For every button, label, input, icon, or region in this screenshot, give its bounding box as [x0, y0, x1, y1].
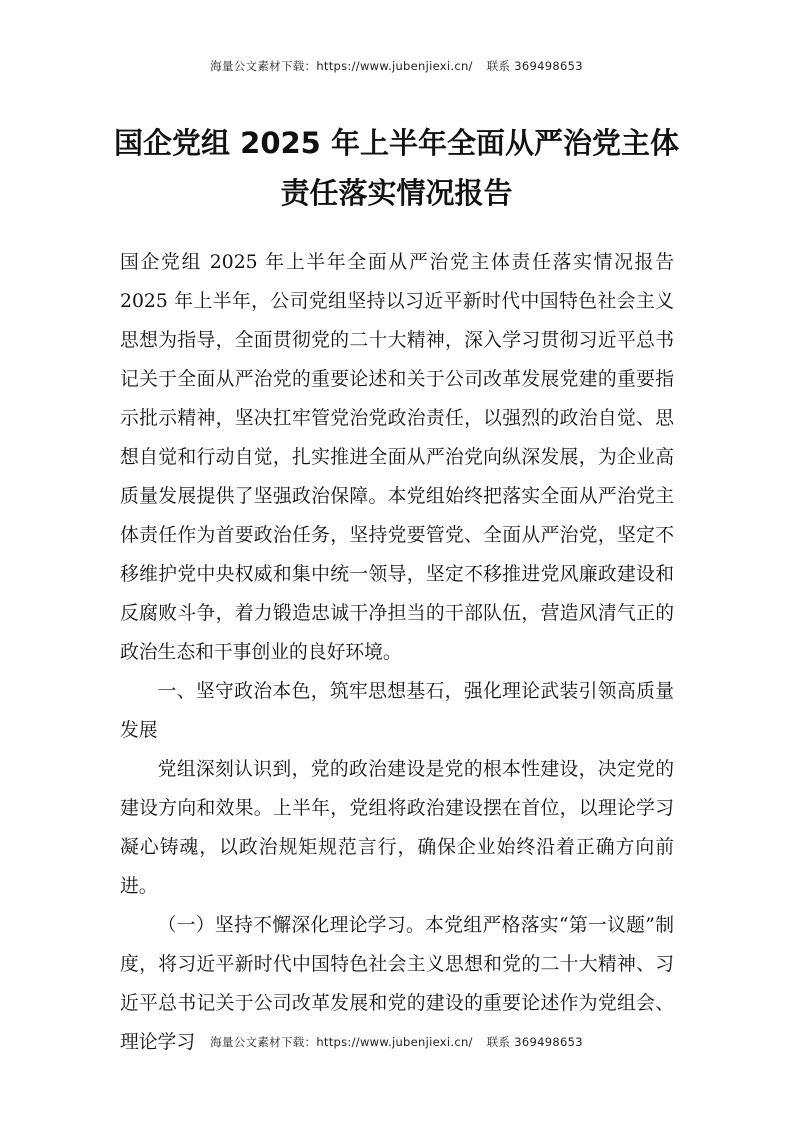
header-download-label: 海量公文素材下载：https://www.jubenjiexi.cn/: [210, 59, 473, 73]
title-line-2: 责任落实情况报告: [280, 176, 513, 210]
title-line-1: 国企党组 2025 年上半年全面从严治党主体: [114, 126, 679, 160]
paragraph-section-1: 党组深刻认识到，党的政治建设是党的根本性建设，决定党的建设方向和效果。上半年，党组将政治建设摆在首位，以理论学习凝心铸魂，以政治规矩规范言行，确保企业始终沿着正确方向前进。: [120, 759, 674, 897]
footer-download-label: 海量公文素材下载：https://www.jubenjiexi.cn/: [210, 1035, 473, 1049]
page-footer: [0, 1034, 793, 1050]
document-title: [96, 118, 697, 218]
document-body: [120, 243, 674, 1062]
page-header: [0, 58, 793, 74]
section-heading-1: 一、坚守政治本色，筑牢思想基石，强化理论武装引领高质量发展: [120, 681, 674, 741]
paragraph-intro: 国企党组 2025 年上半年全面从严治党主体责任落实情况报告 2025 年上半年，公司党组坚持以习近平新时代中国特色社会主义思想为指导，全面贯彻党的二十大精神，深入学习贯彻习近平总书记关于全面从严治党的重要论述和关于公司改革发展党建的重要指示批示精神，坚决扛牢管党治党政治责任，以强烈的政治自觉、思想自觉和行动自觉，扎实推进全面从严治党向纵深发展，为企业高质量发展提供了坚强政治保障。本党组始终把落实全面从严治党主体责任作为首要政治任务，坚持党要管党、全面从严治党，坚定不移维护党中央权威和集中统一领导，坚定不移推进党风廉政建设和反腐败斗争，着力锻造忠诚干净担当的干部队伍，营造风清气正的政治生态和干事创业的良好环境。: [120, 252, 674, 663]
header-contact: 联系 369498653: [486, 59, 583, 73]
paragraph-subsection-1: （一）坚持不懈深化理论学习。本党组严格落实“第一议题”制度，将习近平新时代中国特色社会主义思想和党的二十大精神、习近平总书记关于公司改革发展和党的建设的重要论述作为党组会、理论学习: [120, 915, 674, 1053]
footer-contact: 联系 369498653: [486, 1035, 583, 1049]
